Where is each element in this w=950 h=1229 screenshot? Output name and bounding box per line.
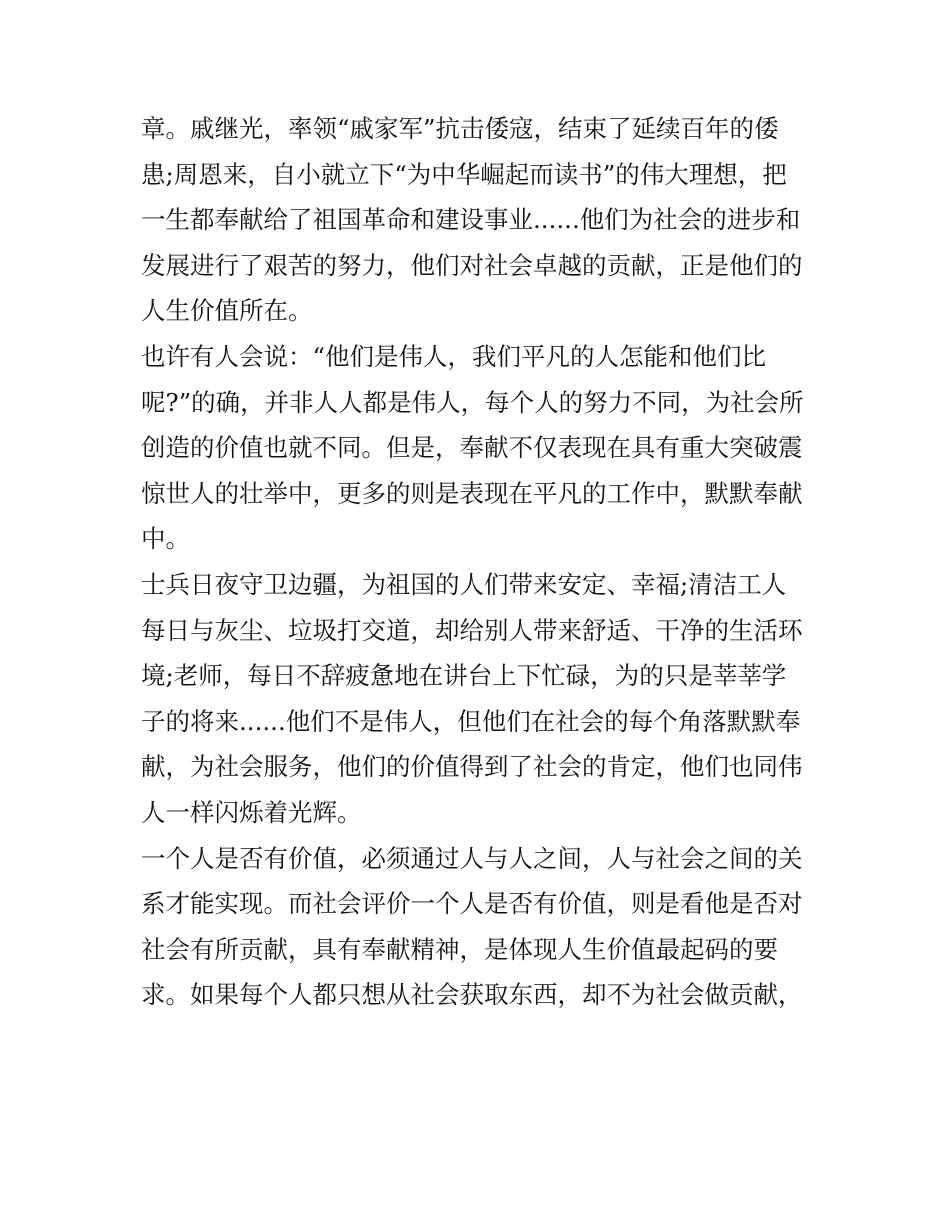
text-line: 一个人是否有价值，必须通过人与人之间，人与社会之间的关	[141, 843, 803, 873]
text-line: 中。	[141, 524, 190, 554]
text-line: 一生都奉献给了祖国革命和建设事业......他们为社会的进步和	[141, 205, 801, 235]
text-line: 每日与灰尘、垃圾打交道，却给别人带来舒适、干净的生活环	[141, 615, 803, 645]
text-line: 患;周恩来，自小就立下“为中华崛起而读书”的伟大理想，把	[141, 159, 787, 189]
paragraph-2	[141, 334, 817, 562]
text-line: 惊世人的壮举中，更多的则是表现在平凡的工作中，默默奉献	[141, 478, 803, 508]
text-line: 发展进行了艰苦的努力，他们对社会卓越的贡献，正是他们的	[141, 250, 803, 280]
text-line: 呢?”的确，并非人人都是伟人，每个人的努力不同，为社会所	[141, 387, 804, 417]
paragraph-1	[141, 106, 817, 334]
text-line: 也许有人会说：“他们是伟人，我们平凡的人怎能和他们比	[141, 341, 767, 371]
paragraph-3	[141, 562, 817, 836]
text-line: 章。戚继光，率领“戚家军”抗击倭寇，结束了延续百年的倭	[141, 114, 779, 143]
text-line: 境;老师，每日不辞疲惫地在讲台上下忙碌，为的只是莘莘学	[141, 661, 787, 691]
text-line: 士兵日夜守卫边疆，为祖国的人们带来安定、幸福;清洁工人	[141, 569, 787, 599]
text-line: 献，为社会服务，他们的价值得到了社会的肯定，他们也同伟	[141, 752, 803, 782]
document-body	[141, 106, 817, 1018]
text-line: 社会有所贡献，具有奉献精神，是体现人生价值最起码的要	[141, 934, 778, 964]
text-line: 求。如果每个人都只想从社会获取东西，却不为社会做贡献，	[141, 980, 803, 1010]
text-line: 创造的价值也就不同。但是，奉献不仅表现在具有重大突破震	[141, 433, 803, 463]
text-line: 系才能实现。而社会评价一个人是否有价值，则是看他是否对	[141, 889, 803, 919]
text-line: 人生价值所在。	[141, 296, 313, 326]
text-line: 子的将来......他们不是伟人，但他们在社会的每个角落默默奉	[141, 706, 801, 736]
paragraph-4	[141, 836, 817, 1018]
text-line: 人一样闪烁着光辉。	[141, 797, 362, 827]
